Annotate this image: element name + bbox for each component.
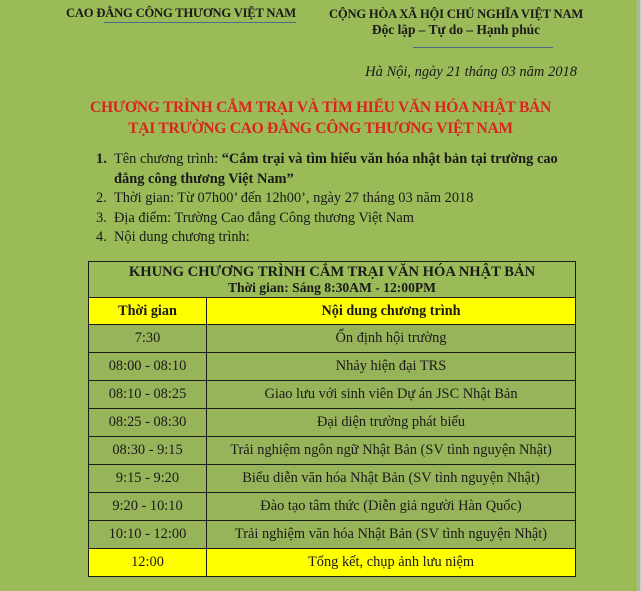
info-number: 3. xyxy=(96,209,107,226)
info-label: Địa điểm: Trường Cao đẳng Công thương Việt Nam xyxy=(114,209,414,226)
national-header xyxy=(320,6,592,38)
date-line: Hà Nội, ngày 21 tháng 03 năm 2018 xyxy=(365,64,577,80)
schedule-caption xyxy=(89,262,576,298)
table-row-highlighted xyxy=(89,549,576,577)
info-label: Nội dung chương trình: xyxy=(114,229,250,245)
info-item-name xyxy=(96,150,591,189)
national-motto: Độc lập – Tự do – Hạnh phúc xyxy=(371,22,541,37)
info-label: Tên chương trình: xyxy=(114,151,222,167)
program-info-list xyxy=(96,150,591,248)
column-header-content: Nội dung chương trình xyxy=(207,298,576,325)
table-row xyxy=(89,493,576,521)
org-header xyxy=(66,6,296,21)
cell-time: 08:00 - 08:10 xyxy=(89,353,207,381)
info-item-content xyxy=(96,228,591,248)
cell-content: Trải nghiệm ngôn ngữ Nhật Bản (SV tình nguyện Nhật) xyxy=(207,437,576,465)
table-row xyxy=(89,325,576,353)
cell-time: 08:10 - 08:25 xyxy=(89,381,207,409)
program-name: “Cắm trại và tìm hiểu văn hóa nhật bản tại trường cao đẳng công thương Việt Nam” xyxy=(114,151,558,187)
cell-content: Trải nghiệm văn hóa Nhật Bản (SV tình nguyện Nhật) xyxy=(207,521,576,549)
cell-time: 10:10 - 12:00 xyxy=(89,521,207,549)
cell-time: 12:00 xyxy=(89,549,207,577)
info-number: 1. xyxy=(96,151,107,167)
cell-content: Ổn định hội trường xyxy=(207,325,576,353)
cell-time: 7:30 xyxy=(89,325,207,353)
info-item-time xyxy=(96,189,591,209)
org-name: CAO ĐẲNG CÔNG THƯƠNG VIỆT NAM xyxy=(66,6,296,20)
info-number: 2. xyxy=(96,190,107,206)
document-title xyxy=(0,97,641,139)
table-row xyxy=(89,437,576,465)
title-line-1: CHƯƠNG TRÌNH CẮM TRẠI VÀ TÌM HIỂU VĂN HÓA NHẬT BẢN xyxy=(90,99,551,116)
schedule-caption-time: Thời gian: Sáng 8:30AM - 12:00PM xyxy=(227,279,437,295)
org-name-underline xyxy=(104,22,296,23)
title-line-2: TẠI TRƯỜNG CAO ĐẲNG CÔNG THƯƠNG VIỆT NAM xyxy=(128,120,513,137)
cell-time: 08:25 - 08:30 xyxy=(89,409,207,437)
cell-content: Đào tạo tâm thức (Diễn giả người Hàn Quốc) xyxy=(207,493,576,521)
info-label: Thời gian: Từ 07h00’ đến 12h00’, ngày 27 tháng 03 năm 2018 xyxy=(114,190,474,206)
cell-content: Đại diện trường phát biểu xyxy=(207,409,576,437)
info-number: 4. xyxy=(96,229,107,245)
schedule-table xyxy=(88,261,576,577)
column-header-time: Thời gian xyxy=(89,298,207,325)
cell-time: 9:20 - 10:10 xyxy=(89,493,207,521)
motto-underline xyxy=(413,47,553,48)
cell-content: Giao lưu với sinh viên Dự án JSC Nhật Bản xyxy=(207,381,576,409)
cell-content: Tổng kết, chụp ảnh lưu niệm xyxy=(207,549,576,577)
table-row xyxy=(89,409,576,437)
country-name: CỘNG HÒA XÃ HỘI CHỦ NGHĨA VIỆT NAM xyxy=(328,7,584,21)
cell-content: Biểu diễn văn hóa Nhật Bản (SV tình nguyện Nhật) xyxy=(207,465,576,493)
info-item-location xyxy=(96,209,591,229)
table-row xyxy=(89,353,576,381)
cell-time: 9:15 - 9:20 xyxy=(89,465,207,493)
table-row xyxy=(89,465,576,493)
table-row xyxy=(89,381,576,409)
cell-content: Nhảy hiện đại TRS xyxy=(207,353,576,381)
cell-time: 08:30 - 9:15 xyxy=(89,437,207,465)
schedule-caption-title: KHUNG CHƯƠNG TRÌNH CẮM TRẠI VĂN HÓA NHẬT BẢN xyxy=(128,263,536,280)
page-edge xyxy=(637,0,641,591)
table-row xyxy=(89,521,576,549)
table-header-row xyxy=(89,298,576,325)
